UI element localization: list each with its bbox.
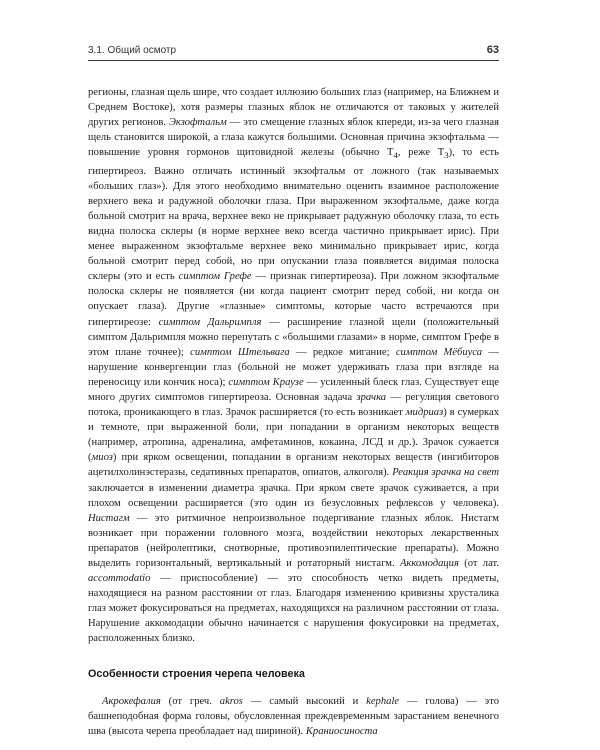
text-run: заключается в изменении диаметра зрачка. При ярком свете зрачок суживается, а при плохом освещении расширяется (это один из безусловных рефлексов у человека). <box>88 482 499 509</box>
term-accommodation: Аккомодация <box>399 558 459 570</box>
term-akros: akros <box>219 695 243 707</box>
term-pupil: зрачка <box>356 391 387 403</box>
body-paragraph <box>88 85 499 647</box>
subscript-3: 3 <box>444 150 449 161</box>
term-dalrymple-sign: симптом Дальримпля <box>158 316 262 328</box>
term-exophthalmos: Экзофтальм <box>169 117 227 129</box>
book-page <box>88 44 499 739</box>
term-acrocephaly: Акрокефалия <box>102 695 161 707</box>
text-run: — самый высокий и <box>242 695 367 707</box>
section-title: 3.1. Общий осмотр <box>88 45 177 56</box>
text-run: (от лат. <box>458 558 499 570</box>
subscript-4: 4 <box>393 150 398 161</box>
term-miosis: миоз <box>91 452 113 464</box>
text-run: — это смещение глазных яблок кпереди, из-за чего глазная щель становится широкой, а глаза кажутся большими. Основная причина экзофтальма — повышение уровня гормонов щитовидной железы (обычно Т <box>88 117 499 159</box>
text-run: — усиленный блеск глаз. Существует еще много других симптомов гипертиреоза. Основная задача <box>88 376 499 403</box>
term-accommodatio-latin: accommodatio <box>88 573 151 585</box>
page-body <box>88 85 499 739</box>
text-run: (от греч. <box>160 695 220 707</box>
text-run: — нарушение конвергенции глаз (больной не может удерживать глаза при взгляде на переносицу или кончик носа); <box>88 346 500 388</box>
text-run: — редкое мигание; <box>289 346 396 358</box>
text-run: — регуляция светового потока, проникающего в глаз. Зрачок расширяется (то есть возникает <box>88 391 499 419</box>
section-heading: Особенности строения черепа человека <box>88 667 305 680</box>
term-krause-sign: симптом Краузе <box>228 376 304 388</box>
term-mydriasis: мидриаз <box>405 407 444 419</box>
text-run: , реже Т <box>397 147 445 159</box>
term-mobius-sign: симптом Мёбиуса <box>395 346 483 358</box>
term-nystagmus: Нистагм <box>88 512 130 524</box>
text-run: ) при ярком освещении, попадании в организм некоторых веществ (ингибиторов ацетилхолинэстеразы, седативных препаратов, опиатов, алкоголя). <box>88 452 499 479</box>
text-run: — приспособление) — это способность четко видеть предметы, находящиеся на разном расстоянии от глаз. Благодаря изменению кривизны хрусталика глаз может фокусироваться на предметах, находящихся на различном расстоянии от глаза. Нарушение аккомодации обычно начинается с нарушения фокусировки на предметах, расположенных близко. <box>88 573 499 645</box>
term-pupil-reaction: Реакция зрачка на свет <box>392 467 500 479</box>
text-run: — это ритмичное непроизвольное подергивание глазных яблок. Нистагм возникает при поражении головного мозга, воздействии некоторых лекарственных препаратов (нейролептики, снотворные, противоэпилептические препараты). Можно выделить горизонтальный, вертикальный и ротаторный нистагм. <box>88 512 499 570</box>
running-header <box>88 44 499 61</box>
text-run: — расширение глазной щели (положительный симптом Дальримпля можно перепутать с «большими глазами» в норме, симптом Грефе в этом плане точнее); <box>88 316 499 358</box>
body-paragraph <box>88 694 499 739</box>
term-kephale: kephale <box>366 695 400 707</box>
text-run: ), то есть гипертиреоз. Важно отличать истинный экзофтальм от ложного (так называемых «больших глаз»). Для этого необходимо внимательно оценить взаимное расположение верхнего века и радужной оболочки глаза. При выраженном экзофтальме, даже когда больной смотрит на врача, верхнее веко не прикрывает радужную оболочку глаза, то есть видна полоска склеры (в норме верхнее веко всегда частично прикрывает ирис). При менее выраженном экзофтальме верхнее веко минимально прикрывает ирис, когда больной смотрит перед собой, но при опускании глаза появляется видимая полоска склеры (это и есть <box>88 147 499 283</box>
text-run: — признак гипертиреоза). При ложном экзофтальме полоска склеры не появляется (ни когда пациент смотрит перед собой, ни когда он опускает глаза). Другие «глазные» симптомы, которые часто встречаются при гипертиреозе: <box>88 271 499 328</box>
text-run: ) в сумерках и темноте, при выраженной боли, при попадании в организм некоторых веществ (например, атропина, адреналина, амфетаминов, кокаина, ЛСД и др.). Зрачок сужается ( <box>88 407 500 464</box>
term-graefe-sign: симптом Грефе <box>178 271 252 283</box>
text-run: — голова) — это башнеподобная форма головы, обусловленная преждевременным зарастанием венечного шва (высота черепа преобладает над шириной). <box>88 695 499 737</box>
text-run: регионы, глазная щель шире, что создает иллюзию больших глаз (например, на Ближнем и Среднем Востоке), хотя размеры глазных яблок не отличаются от таковых у жителей других регионов. <box>88 87 499 129</box>
term-stellwag-sign: симптом Штельвага <box>190 346 290 358</box>
term-craniosynostosis: Краниосиноста <box>305 725 378 737</box>
page-number: 63 <box>486 44 499 56</box>
